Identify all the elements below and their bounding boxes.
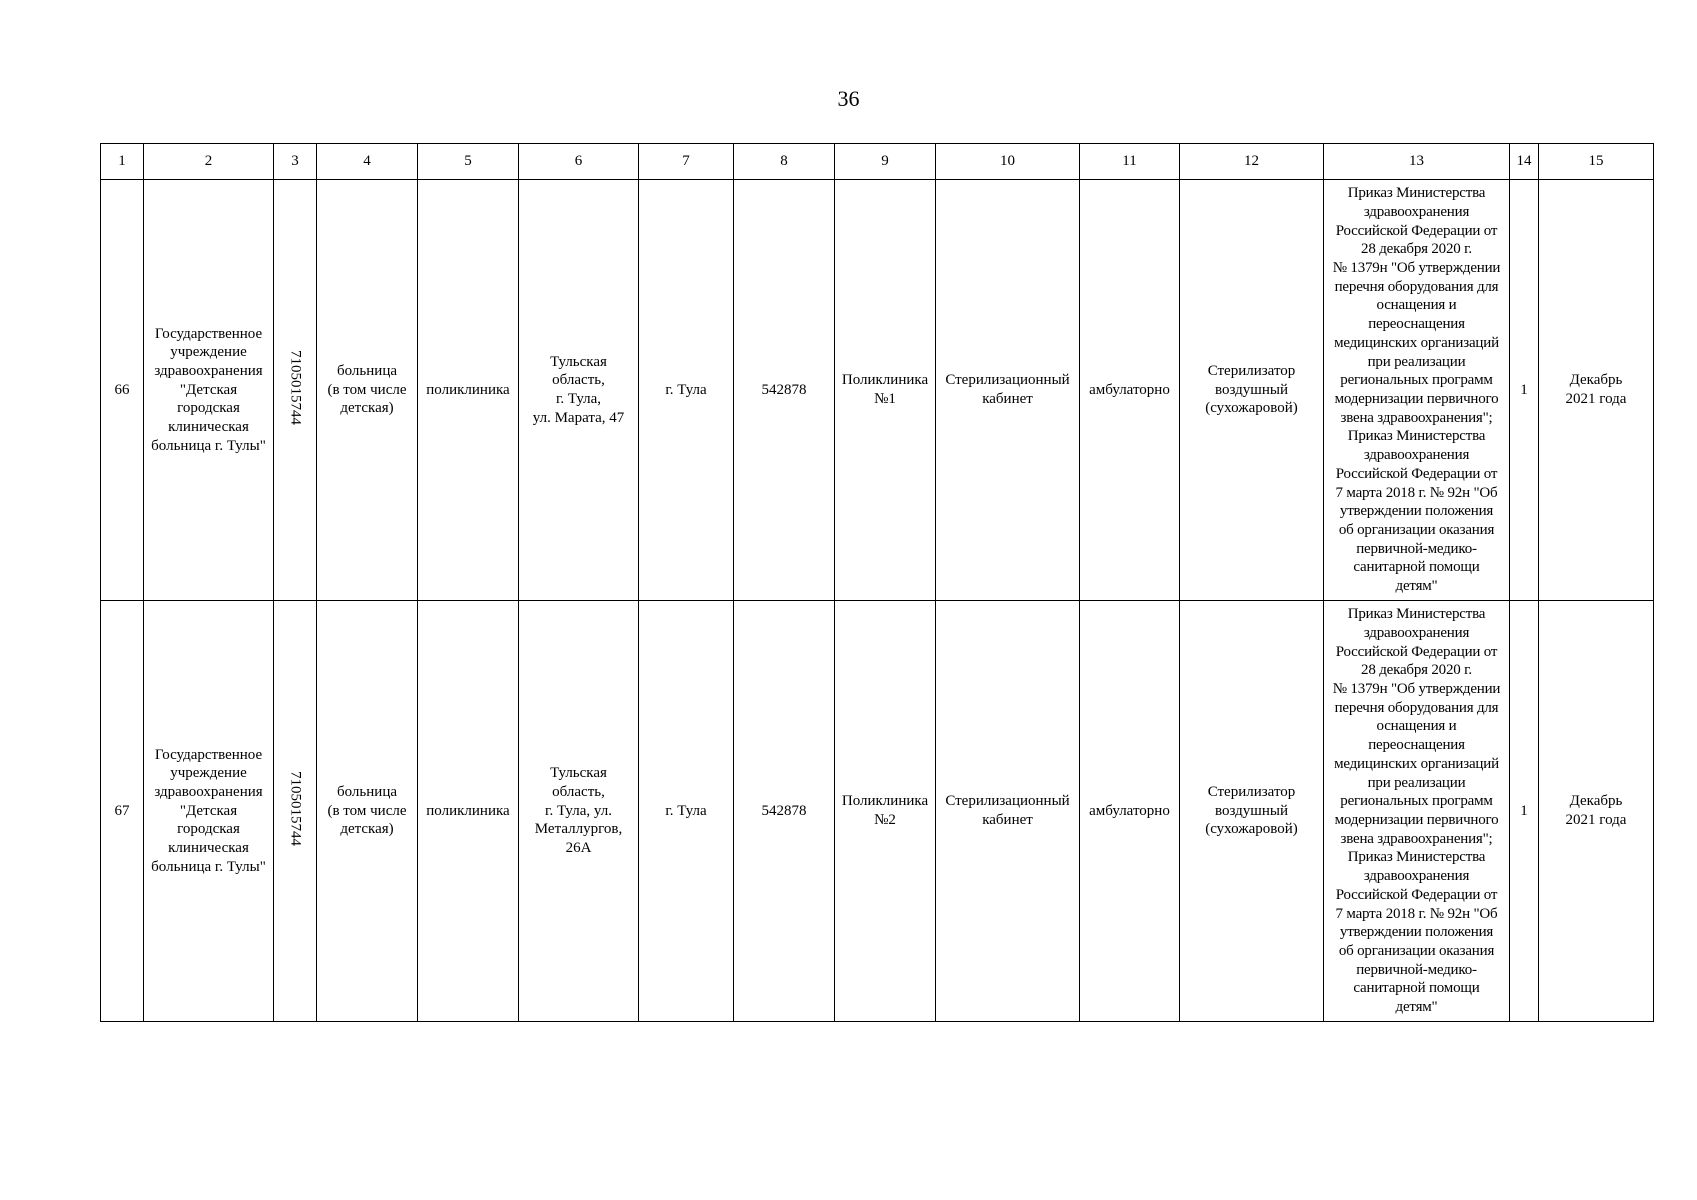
header-cell: 6	[519, 144, 639, 180]
header-cell: 15	[1539, 144, 1654, 180]
inn: 7105015744	[287, 770, 304, 846]
organization-name: Государственное учреждение здравоохранения "Детская городская клиническая больница г. Тулы"	[144, 601, 274, 1022]
header-cell: 12	[1180, 144, 1324, 180]
header-row	[101, 144, 1654, 180]
equipment: Стерилизатор воздушный (сухожаровой)	[1180, 180, 1324, 601]
inn-cell	[274, 180, 317, 601]
organization-type: больница (в том числе детская)	[317, 180, 418, 601]
quantity: 1	[1510, 601, 1539, 1022]
header-cell: 14	[1510, 144, 1539, 180]
header-cell: 1	[101, 144, 144, 180]
code: 542878	[734, 180, 835, 601]
inn: 7105015744	[287, 349, 304, 425]
equipment: Стерилизатор воздушный (сухожаровой)	[1180, 601, 1324, 1022]
header-cell: 3	[274, 144, 317, 180]
subdivision: поликлиника	[418, 180, 519, 601]
header-cell: 10	[936, 144, 1080, 180]
header-cell: 11	[1080, 144, 1180, 180]
organization-name: Государственное учреждение здравоохранения "Детская городская клиническая больница г. Тулы"	[144, 180, 274, 601]
subdivision: поликлиника	[418, 601, 519, 1022]
header-cell: 2	[144, 144, 274, 180]
row-number: 67	[101, 601, 144, 1022]
inn-cell	[274, 601, 317, 1022]
care-type: амбулаторно	[1080, 601, 1180, 1022]
unit: Поликлиника №2	[835, 601, 936, 1022]
table-row	[101, 180, 1654, 601]
header-cell: 7	[639, 144, 734, 180]
header-cell: 4	[317, 144, 418, 180]
header-cell: 13	[1324, 144, 1510, 180]
legal-basis: Приказ Министерства здравоохранения Российской Федерации от 28 декабря 2020 г. № 1379н "Об утверждении перечня оборудования для оснащения и переоснащения медицинских организаций при реализации региональных программ модернизации первичного звена здравоохранения"; Приказ Министерства здравоохранения Российской Федерации от 7 марта 2018 г. № 92н "Об утверждении положения об организации оказания первичной-медико- санитарной помощи детям"	[1324, 180, 1510, 601]
header-cell: 8	[734, 144, 835, 180]
room: Стерилизационный кабинет	[936, 601, 1080, 1022]
page-number: 36	[837, 86, 860, 111]
equipment-table	[100, 143, 1654, 1022]
quantity: 1	[1510, 180, 1539, 601]
address: Тульская область, г. Тула, ул. Марата, 47	[519, 180, 639, 601]
unit: Поликлиника №1	[835, 180, 936, 601]
row-number: 66	[101, 180, 144, 601]
legal-basis: Приказ Министерства здравоохранения Российской Федерации от 28 декабря 2020 г. № 1379н "Об утверждении перечня оборудования для оснащения и переоснащения медицинских организаций при реализации региональных программ модернизации первичного звена здравоохранения"; Приказ Министерства здравоохранения Российской Федерации от 7 марта 2018 г. № 92н "Об утверждении положения об организации оказания первичной-медико- санитарной помощи детям"	[1324, 601, 1510, 1022]
care-type: амбулаторно	[1080, 180, 1180, 601]
table-row	[101, 601, 1654, 1022]
address: Тульская область, г. Тула, ул. Металлургов, 26А	[519, 601, 639, 1022]
locality: г. Тула	[639, 601, 734, 1022]
deadline: Декабрь 2021 года	[1539, 601, 1654, 1022]
room: Стерилизационный кабинет	[936, 180, 1080, 601]
header-cell: 9	[835, 144, 936, 180]
organization-type: больница (в том числе детская)	[317, 601, 418, 1022]
locality: г. Тула	[639, 180, 734, 601]
deadline: Декабрь 2021 года	[1539, 180, 1654, 601]
header-cell: 5	[418, 144, 519, 180]
code: 542878	[734, 601, 835, 1022]
